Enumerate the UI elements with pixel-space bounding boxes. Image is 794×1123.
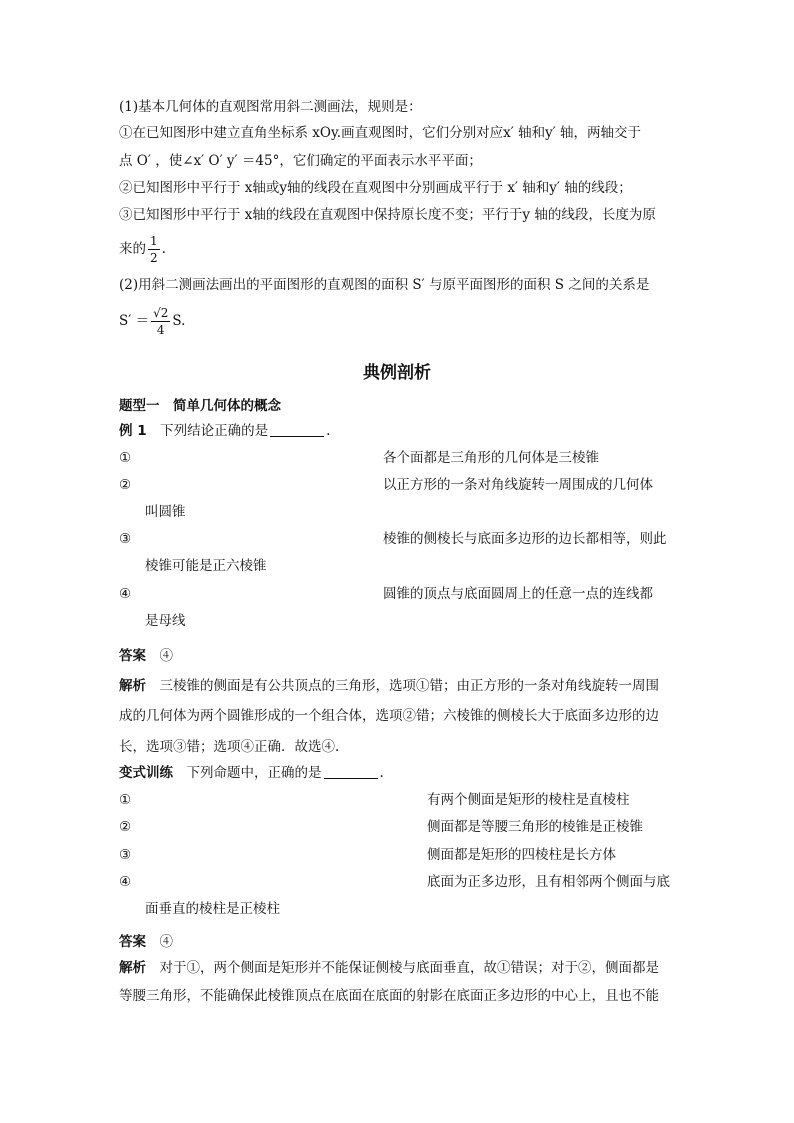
var-option-3-num: ③: [119, 847, 132, 863]
ex1-option-4-text: 圆锥的顶点与底面圆周上的任意一点的连线都: [383, 586, 653, 602]
ex1-option-3-text: 棱锥的侧棱长与底面多边形的边长都相等，则此: [383, 531, 667, 547]
ex1-analysis-line-3: 长，选项③错；选项④正确．故选④.: [119, 739, 340, 755]
variant-stem-end: .: [379, 765, 384, 781]
ex1-analysis-line-2: 成的几何体为两个圆锥形成的一个组合体，选项②错；六棱锥的侧棱长大于底面多边形的边: [119, 708, 659, 724]
variant-stem: [119, 763, 384, 783]
intro-line-3: 点 O′ ，使∠x′ O′ y′ ＝45°，它们确定的平面表示水平平面；: [119, 153, 482, 169]
ex1-option-1-text: 各个面都是三角形的几何体是三棱锥: [383, 450, 599, 466]
formula-lhs: S′ ＝: [119, 313, 150, 329]
var-analysis-text-1: 对于①，两个侧面是矩形并不能保证侧棱与底面垂直，故①错误；对于②，侧面都是: [159, 960, 659, 976]
fraction-root2-over-4: [151, 307, 170, 336]
ex1-analysis-label: 解析: [119, 678, 146, 694]
answer-blank: [270, 422, 324, 437]
fraction-half-denominator: 2: [150, 251, 158, 265]
var-option-1-text: 有两个侧面是矩形的棱柱是直棱柱: [427, 792, 630, 808]
example-1-label: 例 1: [119, 423, 147, 439]
var-analysis-line-2: 等腰三角形，不能确保此棱锥顶点在底面在底面的射影在底面正多边形的中心上，且也不能: [119, 988, 659, 1004]
fraction-root2-denominator: 4: [156, 323, 165, 337]
intro-line-7: (2)用斜二测画法画出的平面图形的直观图的面积 S′ 与原平面图形的面积 S 之间的关系是: [119, 277, 650, 293]
var-answer: [119, 932, 173, 952]
ex1-answer-value: ④: [159, 648, 173, 664]
intro-line-2: ①在已知图形中建立直角坐标系 xOy.画直观图时，它们分别对应x′ 轴和y′ 轴，两轴交于: [119, 125, 642, 141]
intro-line-5: ③已知图形中平行于 x轴的线段在直观图中保持原长度不变；平行于y 轴的线段，长度为原: [119, 207, 656, 223]
ex1-option-3-num: ③: [119, 531, 132, 547]
variant-question: 下列命题中，正确的是: [186, 765, 322, 781]
variant-label: 变式训练: [119, 765, 173, 781]
example-1-stem: [119, 421, 330, 441]
ex1-analysis-line-1: [119, 676, 659, 696]
ex1-option-4-cont: 是母线: [145, 613, 186, 629]
example-1-question: 下列结论正确的是: [160, 423, 269, 439]
var-option-1-num: ①: [119, 792, 132, 808]
var-option-2-text: 侧面都是等腰三角形的棱锥是正棱锥: [427, 819, 643, 835]
intro-line-6: [119, 235, 166, 264]
fraction-one-half: [148, 235, 160, 264]
ex1-option-2-cont: 叫圆锥: [145, 504, 186, 520]
var-option-4-text: 底面为正多边形，且有相邻两个侧面与底: [427, 874, 670, 890]
ex1-answer-label: 答案: [119, 648, 146, 664]
var-option-4-cont: 面垂直的棱柱是正棱柱: [145, 901, 280, 917]
ex1-answer: [119, 646, 173, 666]
fraction-half-numerator: 1: [150, 234, 158, 248]
var-answer-label: 答案: [119, 934, 146, 950]
ex1-option-2-text: 以正方形的一条对角线旋转一周围成的几何体: [383, 477, 653, 493]
ex1-option-2-num: ②: [119, 477, 132, 493]
intro-line-8: [119, 307, 185, 336]
section-title: 典例剖析: [363, 363, 431, 383]
ex1-option-3-cont: 棱锥可能是正六棱锥: [145, 558, 267, 574]
ex1-option-1-num: ①: [119, 450, 132, 466]
variant-answer-blank: [324, 764, 378, 779]
var-option-4-num: ④: [119, 874, 132, 890]
example-1-stem-end: .: [326, 423, 331, 439]
var-analysis-line-1: [119, 958, 659, 978]
formula-rhs: S.: [172, 313, 186, 329]
ex1-option-4-num: ④: [119, 586, 132, 602]
intro-line-4: ②已知图形中平行于 x轴或y轴的线段在直观图中分别画成平行于 x′ 轴和y′ 轴的线段；: [119, 180, 632, 196]
var-answer-value: ④: [159, 934, 173, 950]
fraction-root2-numerator: √2: [153, 306, 169, 320]
var-option-3-text: 侧面都是矩形的四棱柱是长方体: [427, 847, 616, 863]
intro-line-6-suffix: .: [161, 241, 166, 257]
ex1-analysis-text-1: 三棱锥的侧面是有公共顶点的三角形，选项①错；由正方形的一条对角线旋转一周围: [159, 678, 659, 694]
topic-heading: 题型一 简单几何体的概念: [119, 398, 281, 414]
var-option-2-num: ②: [119, 819, 132, 835]
intro-line-1: (1)基本几何体的直观图常用斜二测画法，规则是：: [119, 99, 422, 115]
var-analysis-label: 解析: [119, 960, 146, 976]
intro-line-6-prefix: 来的: [119, 241, 146, 257]
